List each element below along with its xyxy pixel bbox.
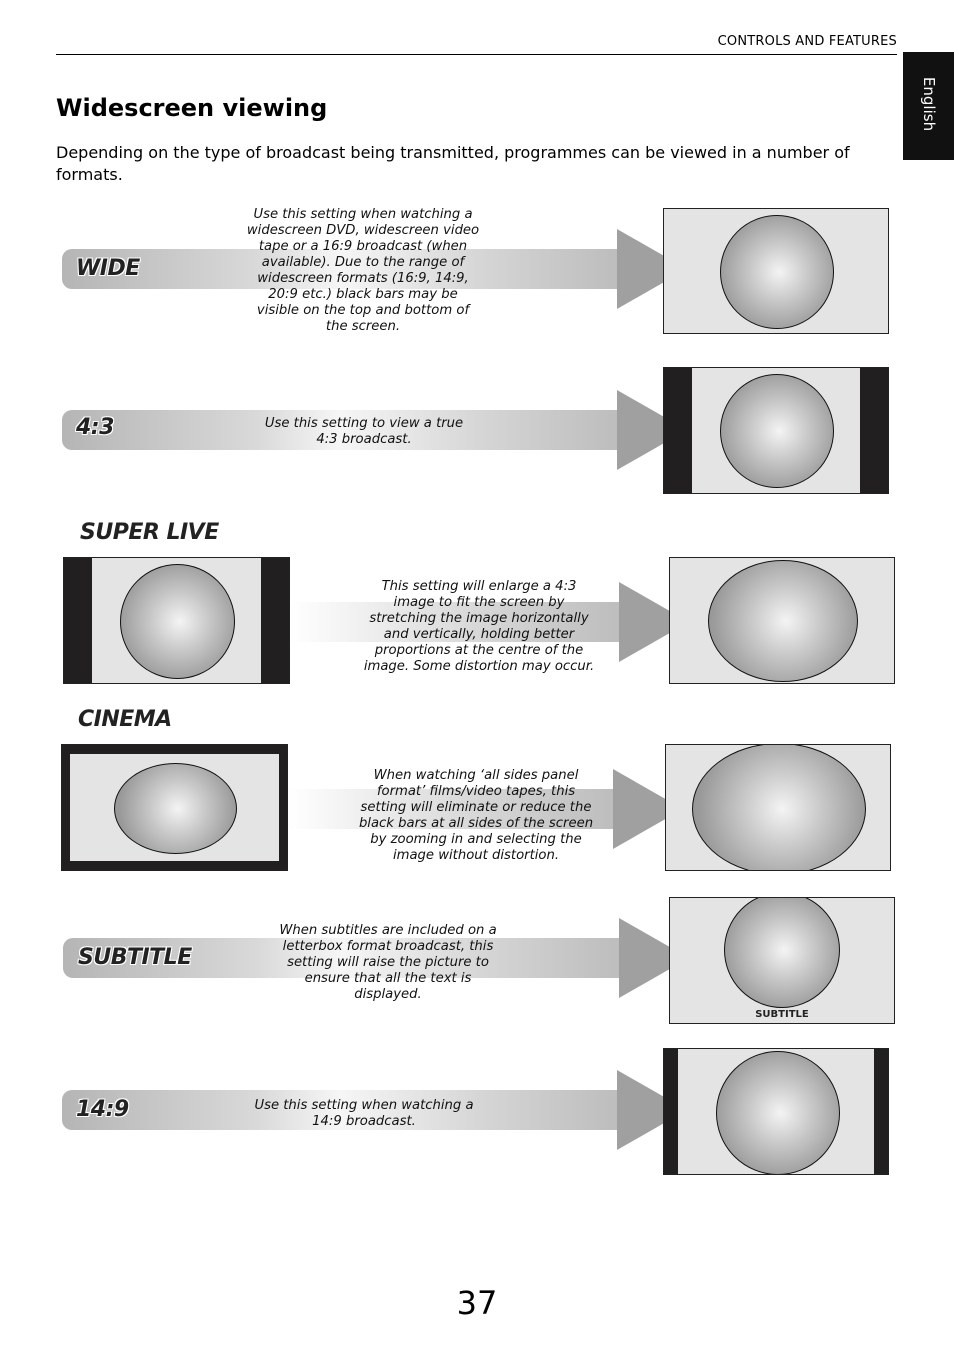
language-tab-label: English — [919, 76, 938, 132]
page-title: Widescreen viewing — [56, 94, 328, 122]
cinema-description: When watching ‘all sides panel format’ films/video tapes, this setting will eliminate or reduce the black bars at all sides of the screen by zooming in and selecting the image without distortion. — [358, 768, 594, 863]
super-live-result-ellipse — [708, 560, 858, 682]
four-three-right-bar — [860, 368, 888, 493]
cinema-source-inner-picture — [70, 754, 279, 861]
super-live-source-left-bar — [64, 558, 92, 683]
super-live-description: This setting will enlarge a 4:3 image to fit the screen by stretching the image horizontally and vertically, holding better proportions at the centre of the image. Some distortion may occur. — [363, 579, 595, 674]
four-three-screen — [663, 367, 889, 494]
super-live-result-screen — [669, 557, 895, 684]
fourteen-nine-left-bar — [664, 1049, 678, 1174]
four-three-picture-circle — [720, 374, 834, 488]
language-tab — [903, 52, 954, 160]
cinema-result-ellipse — [692, 744, 866, 871]
cinema-label: CINEMA — [78, 707, 172, 732]
four-three-description: Use this setting to view a true 4:3 broadcast. — [264, 416, 464, 447]
subtitle-label: SUBTITLE — [78, 945, 192, 970]
fourteen-nine-description: Use this setting when watching a 14:9 broadcast. — [254, 1098, 474, 1129]
cinema-result-screen — [665, 744, 891, 871]
intro-paragraph: Depending on the type of broadcast being transmitted, programmes can be viewed in a number of formats. — [56, 143, 850, 184]
subtitle-description: When subtitles are included on a letterbox format broadcast, this setting will raise the picture to ensure that all the text is displayed. — [279, 923, 497, 1002]
subtitle-caption: SUBTITLE — [755, 1009, 809, 1020]
cinema-source-screen — [61, 744, 288, 871]
four-three-left-bar — [664, 368, 692, 493]
fourteen-nine-screen — [663, 1048, 889, 1175]
page-header — [56, 34, 897, 55]
super-live-source-right-bar — [261, 558, 289, 683]
fourteen-nine-label: 14:9 — [76, 1097, 129, 1122]
fourteen-nine-right-bar — [874, 1049, 888, 1174]
section-title: CONTROLS AND FEATURES — [717, 34, 897, 49]
wide-picture-circle — [720, 215, 834, 329]
wide-screen — [663, 208, 889, 334]
super-live-source-circle — [120, 564, 235, 679]
subtitle-picture-circle — [724, 897, 840, 1008]
page-number: 37 — [456, 1284, 498, 1322]
super-live-label: SUPER LIVE — [80, 520, 219, 545]
subtitle-screen — [669, 897, 895, 1024]
four-three-label: 4:3 — [76, 415, 114, 440]
fourteen-nine-picture-circle — [716, 1051, 840, 1175]
wide-label: WIDE — [76, 256, 140, 281]
wide-description: Use this setting when watching a widescreen DVD, widescreen video tape or a 16:9 broadcast (when available). Due to the range of widescreen formats (16:9, 14:9, 20:9 etc.) black bars may be visible on the top and bottom of the screen. — [246, 207, 480, 334]
cinema-source-ellipse — [114, 763, 237, 854]
super-live-source-screen — [63, 557, 290, 684]
